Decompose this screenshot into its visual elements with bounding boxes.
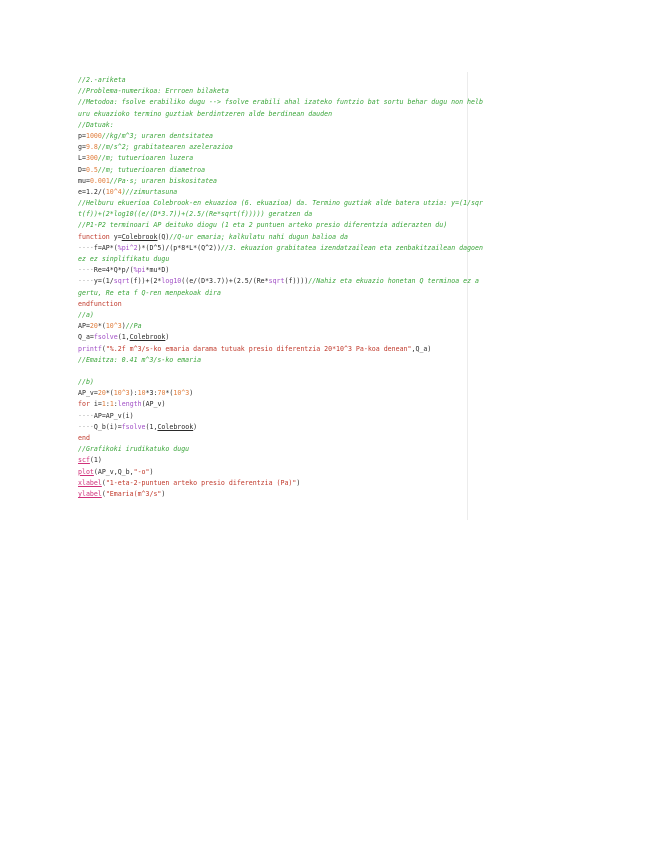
code-line [78, 220, 583, 231]
code-token: sqrt [268, 277, 285, 286]
code-token: = [81, 131, 86, 140]
code-token: : [105, 400, 110, 409]
code-token: )*(D^5)/(p*8*L*(Q^2)) [137, 243, 221, 252]
code-token: ) [189, 389, 194, 398]
code-line [78, 165, 583, 176]
code-line [78, 276, 583, 287]
code-token: ( [101, 344, 106, 353]
code-token: function [78, 232, 114, 241]
code-token: //Nahiz eta ekuazio honetan Q terminoa ez a [308, 277, 480, 286]
code-token: (f)))) [284, 277, 309, 286]
code-line [78, 433, 583, 444]
code-line [78, 489, 583, 500]
code-token: length [117, 400, 142, 409]
code-line [78, 75, 583, 86]
code-token: //Q-ur emaria; kalkulatu nahi dugun balioa da [169, 232, 348, 241]
code-token: ) [193, 422, 198, 431]
code-token: = [81, 165, 86, 174]
code-token: (AP_v,Q_b, [93, 467, 134, 476]
code-token: ylabel [78, 489, 102, 498]
code-token: = [117, 232, 122, 241]
code-line [78, 332, 583, 343]
code-token: Colebrook [157, 422, 194, 431]
code-token: *( [165, 389, 174, 398]
code-line [78, 131, 583, 142]
code-line [78, 109, 583, 120]
code-line [78, 321, 583, 332]
code-line [78, 153, 583, 164]
code-token: //Helburu ekuerioa Colebrook-en ekuazioa (6. ekuazioa) da. Termino guztiak alde batera utzia: y=(1/sqr [78, 199, 483, 208]
code-line [78, 232, 583, 243]
code-line [78, 86, 583, 97]
code-token: printf [78, 344, 102, 353]
code-token: : [113, 400, 118, 409]
code-token: ···· [78, 277, 94, 286]
code-line [78, 288, 583, 299]
code-token: 10^3 [173, 389, 190, 398]
code-token: (1, [145, 422, 158, 431]
code-token: Q_b(i)= [93, 422, 122, 431]
code-token: Q_a= [78, 333, 94, 342]
code-token: //Pa·s; uraren biskositatea [109, 176, 217, 185]
code-token: //Emaitza: 0.41 m^3/s-ko emaria [78, 355, 202, 364]
code-token: for [78, 400, 94, 409]
code-line [78, 388, 583, 399]
code-token: 300 [85, 154, 98, 163]
code-token: Re=4*Q*p/( [93, 266, 134, 275]
code-line [78, 411, 583, 422]
code-line [78, 120, 583, 131]
code-token: 1 [109, 400, 114, 409]
code-token: Colebrook [129, 333, 166, 342]
code-line [78, 209, 583, 220]
code-token: ((e/(D*3.7))+(2.5/(Re* [181, 277, 269, 286]
code-token: Colebrook [121, 232, 158, 241]
code-token: g [78, 143, 82, 152]
code-token: uru ekuazioko termino guztiak berdintzeren alde berdinean dauden [78, 109, 333, 118]
code-token: %pi^2 [117, 243, 138, 252]
code-token: endfunction [78, 299, 122, 308]
code-line [78, 444, 583, 455]
code-line [78, 299, 583, 310]
code-token: //m; tutuerioaren luzera [97, 154, 194, 163]
code-token: //m; tutuerioaren diametroa [97, 165, 206, 174]
code-token: ez ez sinplifikatu dugu [78, 255, 170, 263]
code-line [78, 176, 583, 187]
code-token: e [78, 187, 82, 196]
code-token: 10^3 [113, 389, 130, 398]
code-line [78, 344, 583, 355]
code-token: mu [78, 176, 86, 185]
code-token: = [81, 143, 86, 152]
code-token: ···· [78, 243, 94, 252]
code-line [78, 142, 583, 153]
code-line [78, 198, 583, 209]
code-token: = [85, 176, 90, 185]
code-token: (Q) [157, 232, 170, 241]
code-token: "-o" [133, 467, 150, 476]
code-line [78, 97, 583, 108]
code-token: "%.2f m^3/s-ko emaria darama tutuak presio diferentzia 20*10^3 Pa-koa denean" [105, 344, 412, 353]
code-token: //2.-ariketa [78, 76, 126, 84]
code-token: log10 [161, 277, 182, 286]
code-token: //kg/m^3; uraren dentsitatea [101, 131, 214, 140]
code-line [78, 355, 583, 366]
code-token: fsolve [93, 333, 118, 342]
code-token: AP=AP_v(i) [93, 411, 134, 420]
code-token: 9.8 [85, 143, 98, 152]
code-token: end [78, 434, 90, 442]
code-token: 1 [101, 400, 106, 409]
code-token: y [113, 232, 118, 241]
code-token: xlabel [78, 478, 102, 487]
code-token: //P1-P2 terminoari AP deituko diogu (1 eta 2 puntuen arteko presio diferentzia adierazten du) [78, 221, 448, 230]
code-line [78, 377, 583, 388]
code-token: "1-eta-2-puntuen arteko presio diferentzia (Pa)" [105, 478, 297, 487]
code-listing [78, 75, 583, 500]
code-token: t(f))+(2*log10((e/(D*3.7))+(2.5/(Re*sqrt(f))))) geratzen da [78, 210, 313, 219]
code-token: ,Q_a) [411, 344, 432, 353]
code-token: 20 [97, 389, 106, 398]
code-token: scf [78, 456, 90, 465]
code-token: ( [101, 478, 106, 487]
code-token: ) [296, 478, 301, 487]
code-token: //b) [78, 378, 94, 387]
code-token: %pi [133, 266, 146, 275]
code-token: ) [149, 467, 154, 476]
code-token: *( [105, 389, 114, 398]
code-token: fsolve [121, 422, 146, 431]
code-line [78, 467, 583, 478]
code-token: ···· [78, 411, 94, 420]
code-line [78, 265, 583, 276]
code-token: "Emaria(m^3/s" [105, 489, 162, 498]
code-token: ···· [78, 422, 94, 431]
code-token: )//zimurtasuna [121, 187, 178, 196]
code-token: 0.001 [89, 176, 110, 185]
code-token: D [78, 165, 82, 174]
code-token: ) [161, 489, 166, 498]
code-line [78, 187, 583, 198]
code-token: gertu, Re eta f Q-ren menpekoak dira [78, 288, 221, 297]
code-line [78, 254, 583, 265]
code-token: 10^3 [105, 322, 122, 331]
code-token: 1000 [85, 131, 102, 140]
code-line [78, 455, 583, 466]
code-token: AP_v= [78, 389, 98, 398]
code-token: //3. ekuazion grabitatea izendatzailean eta zenbakitzailean dagoen [220, 243, 483, 252]
code-token: p [78, 131, 82, 140]
code-token: ···· [78, 266, 94, 275]
code-token: //m/s^2; grabitatearen azelerazioa [97, 143, 233, 152]
code-token: 20 [89, 322, 98, 331]
code-line [78, 310, 583, 321]
code-line [78, 422, 583, 433]
code-line [78, 366, 583, 377]
code-token: (f))+(2* [129, 277, 162, 286]
code-token: 70 [157, 389, 166, 398]
code-token: plot [78, 467, 94, 476]
code-token: ) [121, 322, 126, 331]
code-token: //a) [78, 310, 94, 319]
code-token: ): [129, 389, 138, 398]
code-token: *( [97, 322, 106, 331]
code-token: L [78, 154, 82, 163]
code-token: 10 [137, 389, 146, 398]
code-token: (AP_v) [141, 400, 166, 409]
code-token: (1) [89, 456, 102, 465]
code-line [78, 243, 583, 254]
code-token: //Pa [125, 322, 142, 331]
code-token: ) [165, 333, 170, 342]
code-token: //Metodoa: fsolve erabiliko dugu --> fsolve erabili ahal izateko funtzio bat sortu behar dugu non helb [78, 98, 483, 107]
code-token: (1, [117, 333, 130, 342]
code-token: //Problema-numerikoa: Errroen bilaketa [78, 87, 229, 96]
code-token: y=(1/ [93, 277, 114, 286]
code-token: //Grafikoki irudikatuko dugu [78, 445, 190, 454]
code-token: AP= [78, 322, 90, 331]
code-line [78, 399, 583, 410]
code-token: 10^4 [105, 187, 122, 196]
code-token: *3: [145, 389, 158, 398]
code-token: ( [101, 489, 106, 498]
code-token: *mu*D) [145, 266, 170, 275]
code-token: f=AP*( [93, 243, 118, 252]
code-token: 0.5 [85, 165, 98, 174]
code-token: = [81, 154, 86, 163]
code-token: sqrt [113, 277, 130, 286]
code-token: i= [93, 400, 102, 409]
code-token: =1.2/( [81, 187, 106, 196]
code-line [78, 478, 583, 489]
code-token: //Datuak: [78, 120, 114, 129]
